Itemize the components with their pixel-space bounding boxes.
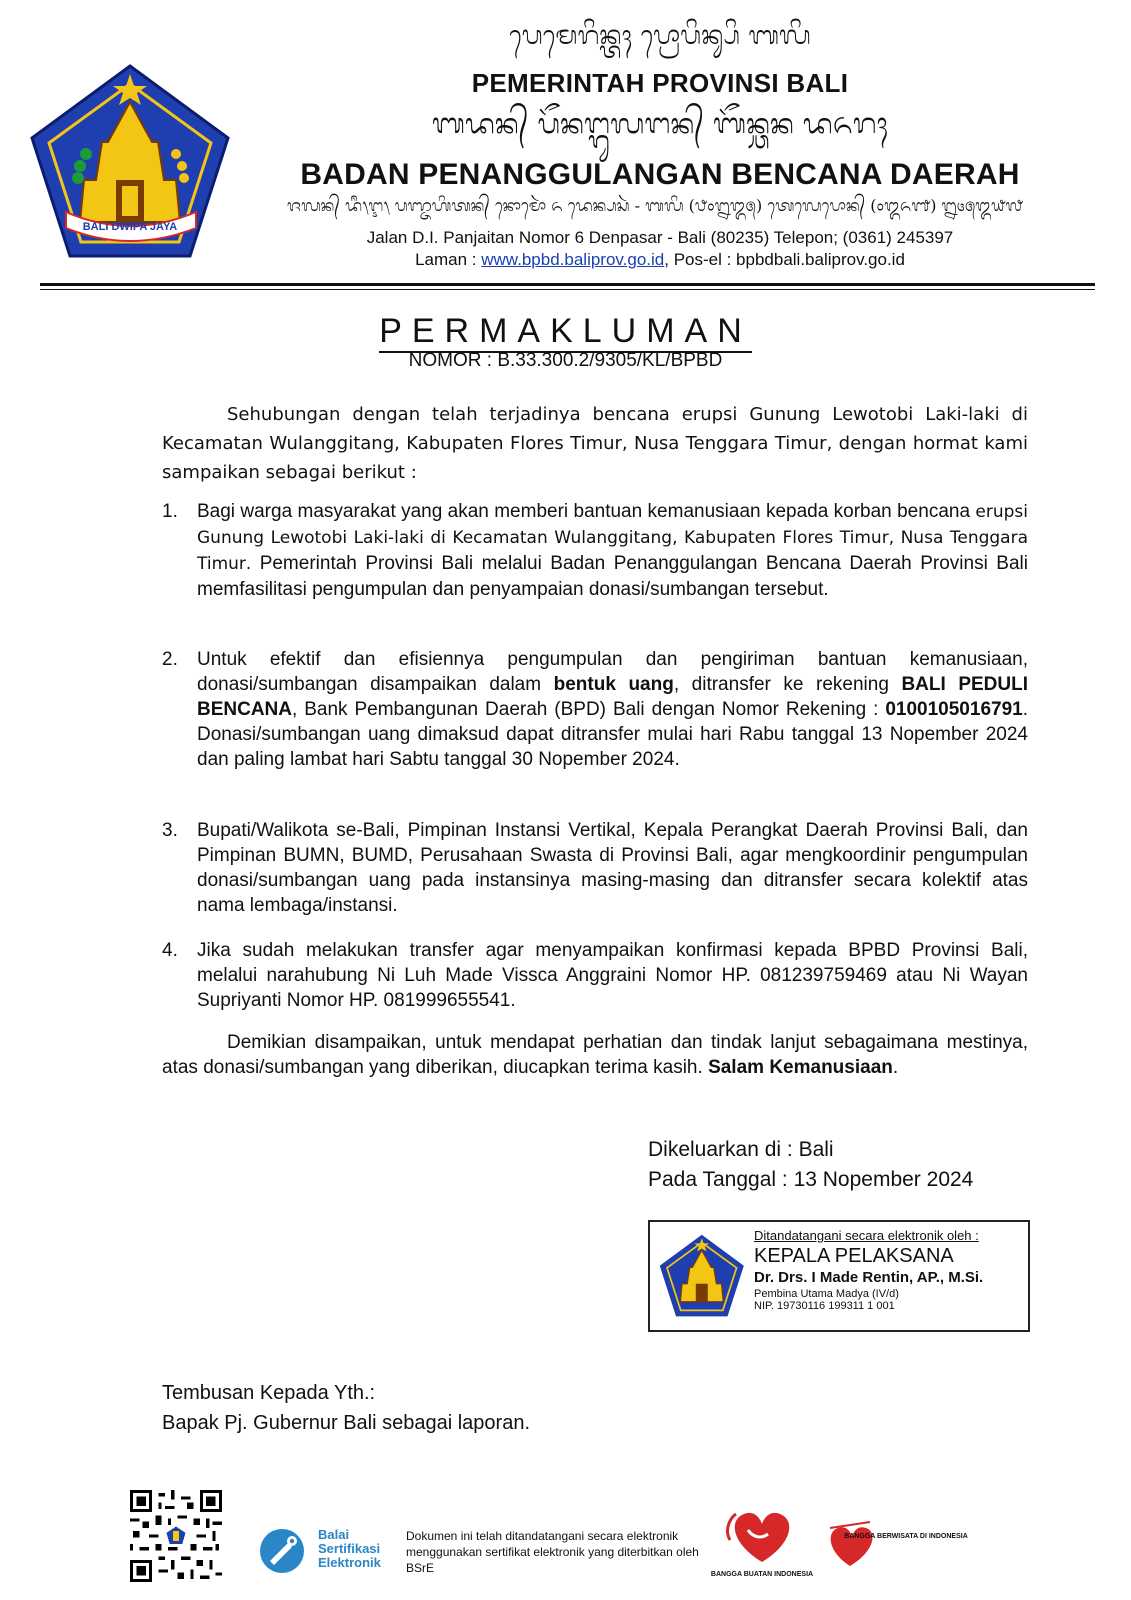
closing-paragraph: Demikian disampaikan, untuk mendapat perhatian dan tindak lanjut sebagaimana mestinya, atas donasi/sumbangan yang diberikan, diucapkan terima kasih. Salam Kemanusiaan. xyxy=(162,1032,1028,1078)
account-number: 0100105016791 xyxy=(885,699,1023,720)
bsre-line-2: Sertifikasi xyxy=(318,1541,381,1556)
issuance-block xyxy=(648,1135,973,1195)
agency-name: BADAN PENANGGULANGAN BENCANA DAERAH xyxy=(300,158,1020,191)
balinese-script-government: ᬧᬾᬫᬾᬭᬶᬦ᭄ᬢᬄ ᬧ᭄ᬭᭀᬧᬶᬦ᭄ᬲᬶ ᬩᬮᬶ xyxy=(509,21,811,51)
website-label: Laman : xyxy=(415,250,482,269)
document-title-text: PERMAKLUMAN xyxy=(379,312,752,353)
letterhead-divider-thin xyxy=(40,289,1095,290)
document-title xyxy=(0,312,1131,351)
badge-1-text: BANGGA BUATAN INDONESIA xyxy=(710,1571,814,1578)
item-number: 4. xyxy=(162,940,178,961)
bsre-line-1: Balai xyxy=(318,1527,350,1542)
badge-2-text: BANGGA BERWISATA DI INDONESIA xyxy=(844,1533,968,1540)
website-link[interactable]: www.bpbd.baliprov.go.id xyxy=(481,250,665,269)
list-item xyxy=(162,818,1028,918)
issued-date: Pada Tanggal : 13 Nopember 2024 xyxy=(648,1168,974,1191)
item-text: Bagi warga masyarakat yang akan memberi bantuan kemanusiaan kepada korban bencana erupsi Gunung Lewotobi Laki-laki di Kecamatan Wulanggitang, Kabupaten Flores Timur, Nusa Tenggara Timur. Pemerintah Provinsi Bali melalui Badan Penanggulangan Bencana Daerah Provinsi Bali memfasilitasi pengumpulan dan penyampaian donasi/sumbangan tersebut. xyxy=(197,501,1028,600)
copy-to-block xyxy=(162,1378,530,1438)
balinese-script-agency: ᬩᬤᬦ᭄ ᬧᭂᬦᬗ᭄ᬕᬸᬮᬗᬦ᭄ ᬩᭂᬦ᭄ᬘᬦ ᬤᬏᬭᬄ xyxy=(431,107,889,140)
copy-recipient: Bapak Pj. Gubernur Bali sebagai laporan. xyxy=(162,1412,531,1434)
bangga-buatan-indonesia-logo xyxy=(710,1500,814,1590)
government-name: PEMERINTAH PROVINSI BALI xyxy=(471,68,849,98)
list-item xyxy=(162,647,1028,772)
bsre-line-3: Elektronik xyxy=(318,1555,381,1570)
signer-position: KEPALA PELAKSANA xyxy=(754,1245,954,1267)
signed-electronically-label: Ditandatangani secara elektronik oleh : xyxy=(754,1228,979,1243)
electronic-signature-box xyxy=(648,1220,1030,1332)
item-number: 3. xyxy=(162,820,178,841)
item-text: Jika sudah melakukan transfer agar menyampaikan konfirmasi kepada BPBD Provinsi Bali, melalui narahubung Ni Luh Made Vissca Anggraini Nomor HP. 081239759469 atau Ni Wayan Supriyanti Nomor HP. 081999655541. xyxy=(197,940,1028,1011)
list-item xyxy=(162,938,1028,1013)
email-text: , Pos-el : bpbdbali.baliprov.go.id xyxy=(664,250,905,269)
signer-nip: NIP. 19730116 199311 1 001 xyxy=(754,1300,895,1312)
item-text: Untuk efektif dan efisiennya pengumpulan dan pengiriman bantuan kemanusiaan, donasi/sumbangan disampaikan dalam bentuk uang, ditransfer ke rekening BALI PEDULI BENCANA, Bank Pembangunan Daerah (BPD) Bali dengan Nomor Rekening : 0100105016791. Donasi/sumbangan uang dimaksud dapat ditransfer mulai hari Rabu tanggal 13 Nopember 2024 dan paling lambat hari Sabtu tanggal 30 Nopember 2024. xyxy=(197,649,1028,770)
bali-province-emblem xyxy=(28,62,233,262)
bsre-logo-icon xyxy=(258,1527,306,1575)
bangga-berwisata-indonesia-logo xyxy=(824,1514,968,1584)
copy-heading: Tembusan Kepada Yth.: xyxy=(162,1382,376,1404)
item-number: 2. xyxy=(162,649,178,670)
signer-name: Dr. Drs. I Made Rentin, AP., M.Si. xyxy=(754,1269,984,1286)
bsre-name xyxy=(318,1528,381,1570)
closing-salutation: Salam Kemanusiaan xyxy=(708,1057,893,1078)
electronic-signature-note: Dokumen ini telah ditandatangani secara elektronik menggunakan sertifikat elektronik yang diterbitkan oleh BSrE xyxy=(406,1529,699,1575)
document-number: NOMOR : B.33.300.2/9305/KL/BPBD xyxy=(408,350,723,371)
bold-money-form: bentuk uang xyxy=(553,674,674,695)
balinese-script-address: ᬚᬮᬦ᭄ ᬤᬷ᭞ᬇ᭞ ᬧᬜ᭄ᬚᬳᬶᬢᬦ᭄ ᬦᭀᬫᭀᬃ ᭖ ᬤᬾᬦ᭄ᬧᬲᬃ - ᬩᬮᬶ (᭘᭐᭒᭓᭕) ᬢᬾᬮᬾᬧᭀᬦ᭄ (᭐᭓᭖᭑) ᭒᭔᭕᭓᭙᭗ xyxy=(287,196,1023,215)
item-text: Bupati/Walikota se-Bali, Pimpinan Instansi Vertikal, Kepala Perangkat Daerah Provinsi Bali, dan Pimpinan BUMN, BUMD, Perusahaan Swasta di Provinsi Bali, agar mengkoordinir pengumpulan donasi/sumbangan uang pada instansinya masing-masing dan ditransfer secara kolektif atas nama lembaga/instansi. xyxy=(197,820,1028,916)
agency-address: Jalan D.I. Panjaitan Nomor 6 Denpasar - Bali (80235) Telepon; (0361) 245397 xyxy=(366,228,954,247)
bali-province-emblem-small xyxy=(658,1232,746,1320)
account-name: BALI PEDULI BENCANA xyxy=(197,674,1028,720)
issued-place: Dikeluarkan di : Bali xyxy=(648,1138,834,1161)
list-item xyxy=(162,499,1028,602)
agency-contacts xyxy=(250,250,1070,270)
qr-code-icon[interactable] xyxy=(130,1490,222,1582)
item-number: 1. xyxy=(162,501,178,522)
letterhead-divider-thick xyxy=(40,283,1095,286)
emblem-motto: BALI DWIPA JAYA xyxy=(82,221,178,233)
signer-rank: Pembina Utama Madya (IV/d) xyxy=(754,1288,899,1300)
intro-paragraph: Sehubungan dengan telah terjadinya bencana erupsi Gunung Lewotobi Laki-laki di Kecamatan Wulanggitang, Kabupaten Flores Timur, Nusa Tenggara Timur, dengan hormat kami sampaikan sebagai berikut : xyxy=(162,404,1028,483)
